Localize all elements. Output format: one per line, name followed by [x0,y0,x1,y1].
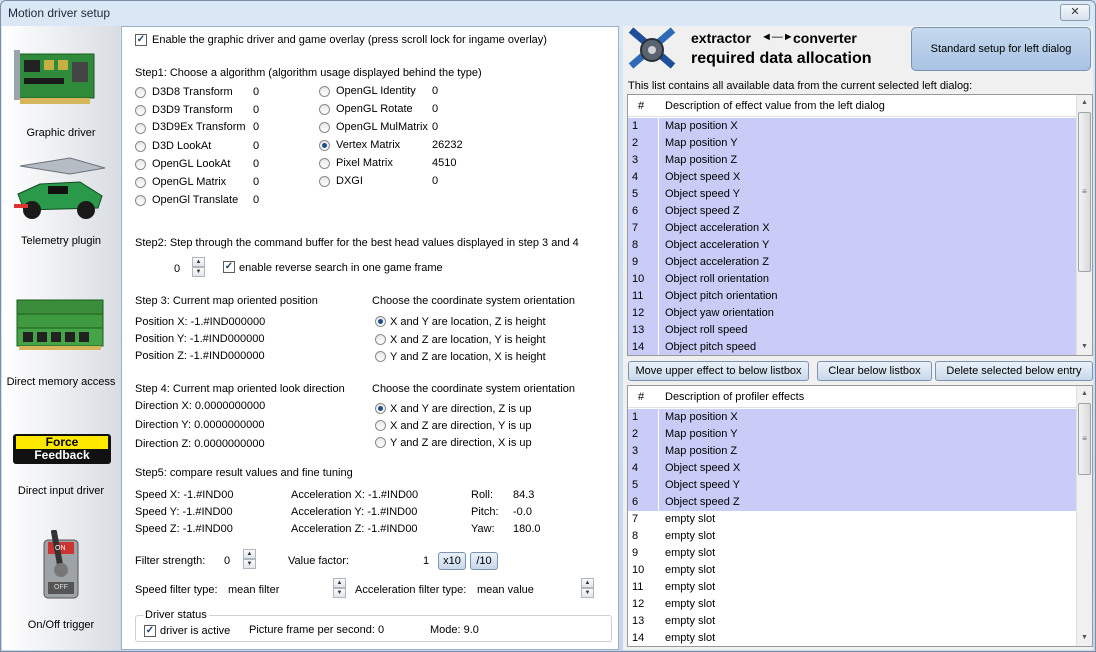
acc-filter-type-value: mean value [477,584,534,596]
algo-label: OpenGL LookAt [152,158,231,170]
list-item[interactable] [628,339,1077,356]
radio-opengl-translate[interactable] [135,195,146,206]
list-item-description: Map position X [659,118,1077,135]
column-header-description[interactable]: Description of effect value from the left dialog [665,100,885,112]
list-item-number: 10 [628,271,658,288]
algo-label: OpenGl Translate [152,194,239,206]
step1-title: Step1: Choose a algorithm (algorithm usage displayed behind the type) [135,67,482,79]
driver-status-label: Driver status [145,609,207,621]
acc-filter-type-spinner[interactable] [581,578,594,598]
memory-module-icon [13,296,109,356]
yaw-value: 180.0 [513,523,541,535]
step5-title: Step5: compare result values and fine tuning [135,467,353,479]
lower-list-scrollbar[interactable] [1076,386,1092,646]
algo-usage: 4510 [432,157,457,169]
allocation-panel [623,26,1093,650]
list-item-description: Object roll orientation [659,271,1077,288]
step2-spinner[interactable] [192,257,205,277]
list-item[interactable] [628,579,1077,596]
algo-usage: 0 [253,176,260,188]
list-item-number: 14 [632,632,645,644]
list-item-number: 2 [628,426,658,443]
radio-dir-yz-direction[interactable] [375,437,386,448]
list-item-number: 9 [628,254,658,271]
orientation-label: Y and Z are location, X is height [390,351,546,363]
list-item[interactable] [628,511,1077,528]
list-item-number: 12 [628,305,658,322]
algo-usage: 0 [253,140,260,152]
list-item-description: empty slot [659,545,1077,562]
speed-x: Speed X: -1.#IND00 [135,489,234,501]
upper-list-scrollbar[interactable] [1076,95,1092,355]
orientation-label: X and Z are direction, Y is up [390,420,532,432]
algo-usage: 26232 [432,139,463,151]
spinner-down[interactable]: ▼ [243,559,256,569]
x10-button[interactable]: x10 [438,552,466,570]
list-item-description: empty slot [659,562,1077,579]
list-item-number: 4 [628,460,658,477]
list-item-description: empty slot [659,613,1077,630]
algo-label: D3D8 Transform [152,86,233,98]
radio-opengl-lookat[interactable] [135,159,146,170]
algo-label: OpenGL MulMatrix [336,121,428,133]
step2-value: 0 [174,263,181,275]
ff-logo-line2: Feedback [16,449,108,462]
list-item-number: 8 [632,530,639,542]
radio-opengl-identity[interactable] [319,86,330,97]
list-item-number: 11 [632,581,644,593]
scroll-down-icon[interactable]: ▼ [1081,634,1088,641]
column-header-description[interactable]: Description of profiler effects [665,391,805,403]
orientation-label: X and Y are direction, Z is up [390,403,532,415]
speed-z: Speed Z: -1.#IND00 [135,523,233,535]
speed-filter-type-spinner[interactable] [333,578,346,598]
sidebar-item-label: Graphic driver [26,127,96,139]
acceleration-x: Acceleration X: -1.#IND00 [291,489,419,501]
header-extractor: extractor [691,30,751,46]
spinner-down[interactable]: ▼ [192,267,205,277]
list-item[interactable] [628,426,1077,443]
scroll-up-icon[interactable]: ▲ [1081,99,1088,106]
algo-usage: 0 [432,121,439,133]
position-z: Position Z: -1.#IND000000 [135,350,265,362]
list-item-description: Object speed Y [659,477,1077,494]
algo-label: OpenGL Identity [336,85,416,97]
algo-usage: 0 [253,194,260,206]
list-item-description: Object acceleration X [659,220,1077,237]
standard-setup-button[interactable]: Standard setup for left dialog [911,27,1091,71]
list-item-description: Object speed X [659,460,1077,477]
spinner-up[interactable]: ▲ [333,578,346,588]
orientation-label: Y and Z are direction, X is up [390,437,532,449]
list-item-description: Object pitch orientation [659,288,1077,305]
mode-text: Mode: 9.0 [430,624,479,636]
list-item[interactable] [628,271,1077,288]
list-item[interactable] [628,152,1077,169]
orientation-label: X and Y are location, Z is height [390,316,546,328]
list-item-description: empty slot [659,579,1077,596]
list-item-number: 5 [628,186,658,203]
acceleration-y: Acceleration Y: -1.#IND00 [291,506,418,518]
algo-label: D3D9 Transform [152,104,233,116]
switch-off-text: OFF [54,584,68,591]
algo-label: Vertex Matrix [336,139,401,151]
roll-label: Roll: [471,489,494,501]
spinner-down[interactable]: ▼ [581,588,594,598]
list-item-description: Object yaw orientation [659,305,1077,322]
list-item-number: 4 [628,169,658,186]
fps-text: Picture frame per second: 0 [249,624,385,636]
list-item-description: Object speed X [659,169,1077,186]
list-item-number: 7 [628,220,658,237]
header-subtitle: required data allocation [691,50,872,67]
list-info-text: This list contains all available data from the current selected left dialog: [628,80,973,92]
radio-pos-xy-location[interactable] [375,316,386,327]
list-item[interactable] [628,220,1077,237]
list-item[interactable] [628,237,1077,254]
list-item[interactable] [628,528,1077,545]
algo-usage: 0 [253,121,260,133]
list-item-description: empty slot [659,511,1077,528]
list-item-number: 1 [628,409,658,426]
algo-usage: 0 [432,103,439,115]
list-item-description: Map position Y [659,426,1077,443]
list-item-number: 8 [628,237,658,254]
list-item[interactable] [628,630,1077,647]
algo-label: OpenGL Matrix [152,176,227,188]
list-item-number: 6 [628,203,658,220]
list-item-description: empty slot [659,596,1077,613]
list-item-number: 5 [628,477,658,494]
yaw-label: Yaw: [471,523,495,535]
list-item-number: 1 [628,118,658,135]
scroll-thumb[interactable]: ≡ [1078,403,1091,475]
step2-title: Step2: Step through the command buffer for the best head values displayed in step 3 and 4 [135,237,579,249]
list-item[interactable] [628,409,1077,426]
extractor-logo-icon [627,26,677,72]
sidebar-item-label: Direct input driver [17,485,105,497]
radio-d3d9ex-transform[interactable] [135,123,146,134]
acc-filter-type-label: Acceleration filter type: [355,584,467,596]
list-item-number: 9 [632,547,639,559]
list-item[interactable] [628,254,1077,271]
list-item-number: 3 [628,152,658,169]
column-header-number[interactable]: # [638,391,645,403]
spinner-up[interactable]: ▲ [192,257,205,267]
list-item[interactable] [628,169,1077,186]
radio-pos-yz-location[interactable] [375,351,386,362]
list-item-number: 3 [628,443,658,460]
list-item[interactable] [628,203,1077,220]
settings-panel [121,26,619,650]
header-arrow: ◄—► [761,31,794,43]
list-item[interactable] [628,186,1077,203]
list-item-number: 10 [632,564,645,576]
list-item-description: Map position Z [659,443,1077,460]
direction-x: Direction X: 0.0000000000 [135,400,266,412]
list-item-number: 7 [632,513,639,525]
orientation-label: X and Z are location, Y is height [390,334,546,346]
algo-usage: 0 [253,158,260,170]
radio-dxgi[interactable] [319,176,330,187]
algo-label: Pixel Matrix [336,157,393,169]
sidebar-item-on-off-trigger[interactable] [2,526,120,636]
filter-strength-label: Filter strength: [135,555,206,567]
acceleration-z: Acceleration Z: -1.#IND00 [291,523,418,535]
sidebar-item-label: Telemetry plugin [20,235,102,247]
filter-strength-value: 0 [224,555,231,567]
position-x: Position X: -1.#IND000000 [135,316,266,328]
list-item-number: 14 [628,339,658,356]
ff-logo-line1: Force [16,436,108,449]
list-item-description: empty slot [659,630,1077,647]
algo-label: D3D LookAt [152,140,212,152]
sidebar-item-label: On/Off trigger [27,619,95,631]
step4-title: Step 4: Current map oriented look direction [135,383,345,395]
scroll-down-icon[interactable]: ▼ [1081,343,1088,350]
list-item-description: Object speed Z [659,203,1077,220]
radio-pos-xz-location[interactable] [375,334,386,345]
list-item-number: 6 [628,494,658,511]
sidebar [2,26,120,650]
speed-filter-type-label: Speed filter type: [135,584,218,596]
list-item-description: Map position Y [659,135,1077,152]
list-item-number: 13 [632,615,645,627]
sidebar-item-direct-input-driver[interactable] [2,426,120,506]
list-item[interactable] [628,322,1077,339]
move-effect-button[interactable]: Move upper effect to below listbox [628,361,809,381]
spinner-down[interactable]: ▼ [333,588,346,598]
delete-entry-button[interactable]: Delete selected below entry [935,361,1093,381]
roll-value: 84.3 [513,489,535,501]
switch-on-text: ON [55,545,66,552]
driver-active-checkbox[interactable]: ✓ [145,625,155,636]
sidebar-item-label: Direct memory access [6,376,116,388]
list-item-description: Object speed Z [659,494,1077,511]
list-item-number: 2 [628,135,658,152]
header-converter: converter [793,30,857,46]
force-feedback-icon [13,434,111,464]
title-bar[interactable] [1,1,1095,25]
driver-active-label: driver is active [160,625,231,637]
reverse-search-checkbox[interactable]: ✓ [224,261,234,272]
clear-listbox-button[interactable]: Clear below listbox [817,361,932,381]
sidebar-item-graphic-driver[interactable] [2,34,120,144]
list-item-description: Object acceleration Z [659,254,1077,271]
list-item-description: Object pitch speed [659,339,1077,356]
list-item[interactable] [628,477,1077,494]
scroll-thumb[interactable]: ≡ [1078,112,1091,272]
radio-opengl-matrix[interactable] [135,177,146,188]
radio-opengl-mulmatrix[interactable] [319,122,330,133]
close-button[interactable]: ✕ [1060,4,1090,21]
spinner-up[interactable]: ▲ [581,578,594,588]
list-item[interactable] [628,443,1077,460]
list-item[interactable] [628,562,1077,579]
list-item[interactable] [628,613,1077,630]
list-item[interactable] [628,118,1077,135]
list-item-description: Object acceleration Y [659,237,1077,254]
graphics-card-icon [14,44,104,114]
scroll-up-icon[interactable]: ▲ [1081,390,1088,397]
radio-dir-xz-direction[interactable] [375,420,386,431]
algo-label: D3D9Ex Transform [152,121,246,133]
column-header-number[interactable]: # [638,100,645,112]
list-item[interactable] [628,596,1077,613]
list-item-number: 12 [632,598,645,610]
sidebar-item-telemetry-plugin[interactable] [2,148,120,248]
list-item-description: Map position X [659,409,1077,426]
list-item[interactable] [628,460,1077,477]
profiler-effects-listbox[interactable] [627,385,1093,647]
effect-value-listbox[interactable] [627,94,1093,356]
speed-filter-type-value: mean filter [228,584,280,596]
algo-label: DXGI [336,175,363,187]
list-item-description: empty slot [659,528,1077,545]
value-factor-value: 1 [423,555,430,567]
pitch-label: Pitch: [471,506,499,518]
step4-orientation-title: Choose the coordinate system orientation [372,383,576,395]
list-item[interactable] [628,545,1077,562]
list-item-description: Map position Z [659,152,1077,169]
speed-y: Speed Y: -1.#IND00 [135,506,233,518]
list-item[interactable] [628,494,1077,511]
algo-label: OpenGL Rotate [336,103,413,115]
radio-d3d8-transform[interactable] [135,87,146,98]
list-item-description: Object speed Y [659,186,1077,203]
reverse-search-label: enable reverse search in one game frame [239,262,443,274]
list-item-number: 13 [628,322,658,339]
radio-vertex-matrix[interactable] [319,140,330,151]
step3-orientation-title: Choose the coordinate system orientation [372,295,576,307]
radio-pixel-matrix[interactable] [319,158,330,169]
value-factor-label: Value factor: [288,555,349,567]
enable-driver-label: Enable the graphic driver and game overlay (press scroll lock for ingame overlay) [152,34,547,46]
direction-z: Direction Z: 0.0000000000 [135,438,265,450]
direction-y: Direction Y: 0.0000000000 [135,419,265,431]
pitch-value: -0.0 [513,506,532,518]
sidebar-item-direct-memory-access[interactable] [2,288,120,388]
enable-driver-checkbox[interactable]: ✓ [136,34,146,45]
list-header [628,95,1077,117]
radio-opengl-rotate[interactable] [319,104,330,115]
radio-d3d9-transform[interactable] [135,105,146,116]
spinner-up[interactable]: ▲ [243,549,256,559]
algo-usage: 0 [432,175,439,187]
window-title: Motion driver setup [8,6,111,20]
div10-button[interactable]: /10 [470,552,498,570]
list-item[interactable] [628,305,1077,322]
list-item-description: Object roll speed [659,322,1077,339]
step3-title: Step 3: Current map oriented position [135,295,318,307]
list-header [628,386,1077,408]
algo-usage: 0 [253,104,260,116]
algo-usage: 0 [253,86,260,98]
race-car-icon [10,150,110,230]
radio-d3d-lookat[interactable] [135,141,146,152]
algo-usage: 0 [432,85,439,97]
filter-strength-spinner[interactable] [243,549,256,569]
list-item-number: 11 [628,288,658,305]
position-y: Position Y: -1.#IND000000 [135,333,265,345]
list-item[interactable] [628,288,1077,305]
radio-dir-xy-direction[interactable] [375,403,386,414]
list-item[interactable] [628,135,1077,152]
